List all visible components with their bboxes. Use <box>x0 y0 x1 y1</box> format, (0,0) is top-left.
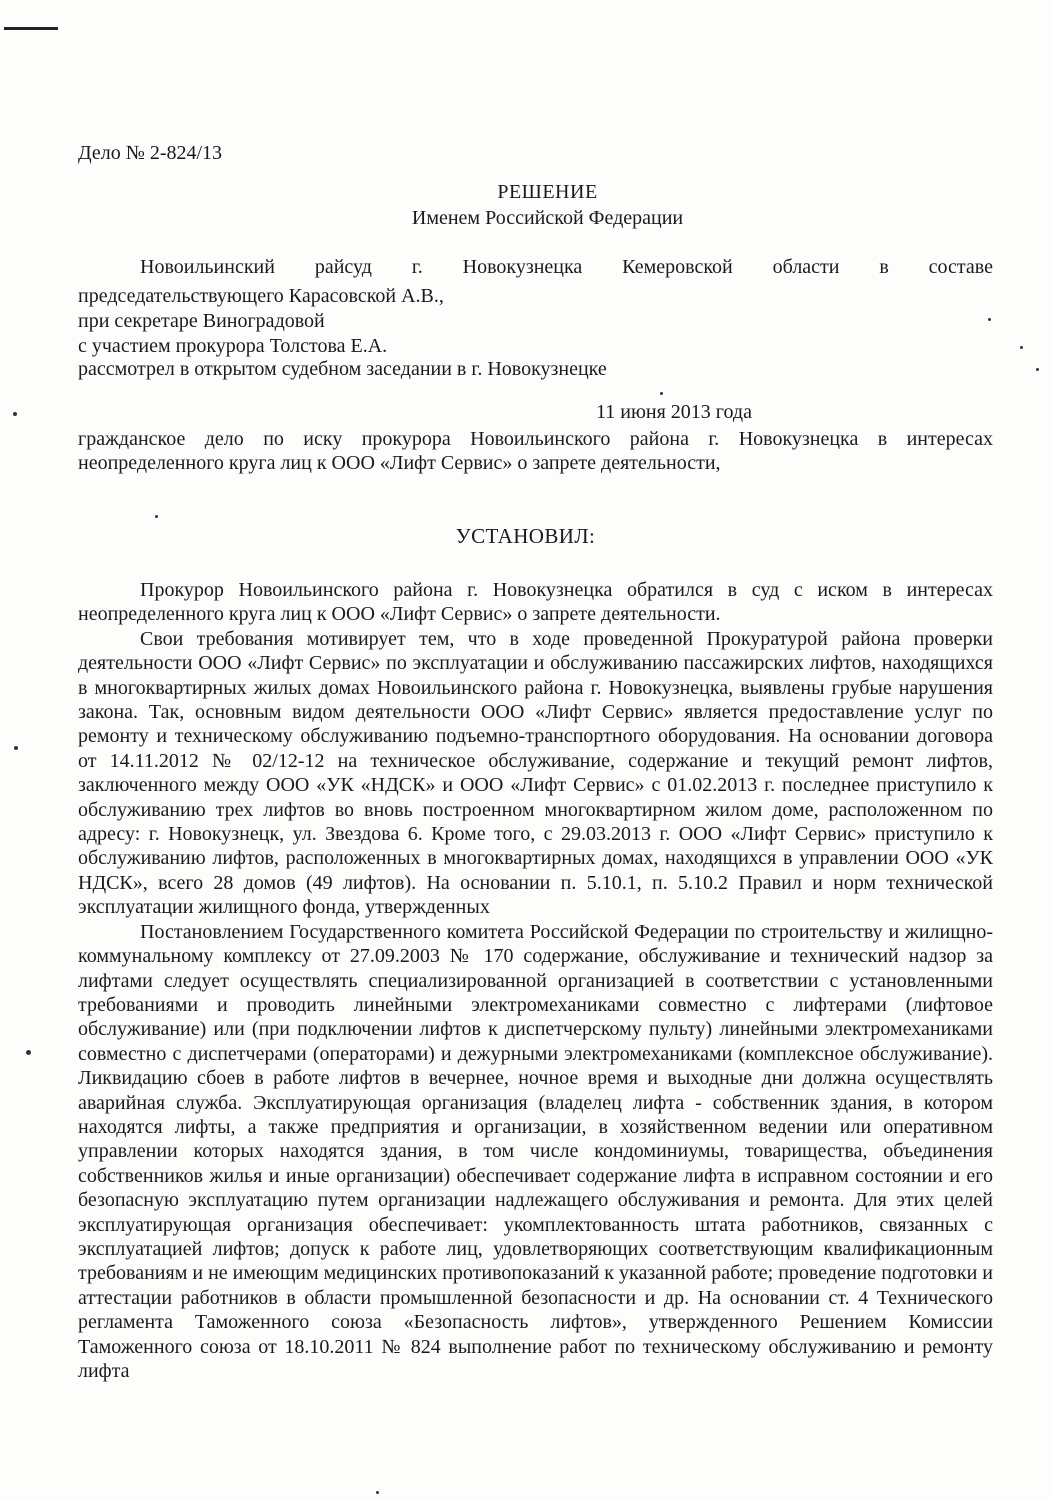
presiding-judge-line: председательствующего Карасовской А.В., <box>78 285 444 307</box>
section-heading: УСТАНОВИЛ: <box>455 524 596 548</box>
case-subject: гражданское дело по иску прокурора Новоильинского района г. Новокузнецка в интересах неопределенного круга лиц к ООО «Лифт Сервис» о запрете деятельности, <box>78 428 993 475</box>
paragraph: Прокурор Новоильинского района г. Новокузнецка обратился в суд с иском в интересах неопределенного круга лиц к ООО «Лифт Сервис» о запрете деятельности. <box>78 579 993 626</box>
paragraph: Постановлением Государственного комитета Российской Федерации по строительству и жилищно-коммунальному комплексу от 27.09.2003 № 170 содержание, обслуживание и технический надзор за лифтами следует осуществлять специализированной организацией в соответствии с установленными требованиями и проводить линейными электромеханиками совместно с лифтерами (лифтовое обслуживание) или (при подключении лифтов к диспетчерскому пульту) линейными электромеханиками совместно с диспетчерами (операторами) и дежурными электромеханиками (комплексное обслуживание). Ликвидацию сбоев в работе лифтов в вечернее, ночное время и выходные дни должна осуществлять аварийная служба. Эксплуатирующая организация (владелец лифта - собственник здания, в котором находятся лифты, а также предприятия и организации, в хозяйственном ведении или оперативном управлении которых находятся здания, в том числе кондоминиумы, товарищества, объединения собственников жилья и иные организации) обеспечивает содержание лифта в исправном состоянии и его безопасную эксплуатацию путем организации надлежащего обслуживания и ремонта. Для этих целей эксплуатирующая организация обеспечивает: укомплектованность штата работников, связанных с эксплуатацией лифтов; допуск к работе лиц, удовлетворяющих соответствующим квалификационным требованиям и не имеющим медицинских противопоказаний к указанной работе; проведение подготовки и аттестации работников в области промышленной безопасности и др. На основании ст. 4 Технического регламента Таможенного союза «Безопасность лифтов», утвержденного Решением Комиссии Таможенного союза от 18.10.2011 № 824 выполнение работ по техническому обслуживанию и ремонту лифта <box>78 920 993 1382</box>
scan-speck <box>14 746 18 750</box>
scan-speck <box>1020 346 1023 349</box>
scan-mark-top-left <box>4 27 58 30</box>
scan-speck <box>13 412 17 416</box>
document-title: РЕШЕНИЕ <box>497 181 598 203</box>
body-text <box>78 578 993 1383</box>
scan-speck <box>155 515 158 518</box>
paragraph: Свои требования мотивирует тем, что в ходе проведенной Прокуратурой района проверки деятельности ООО «Лифт Сервис» по эксплуатации и обслуживанию пассажирских лифтов, находящихся в многоквартирных жилых домах Новоильинского района г. Новокузнецка, выявлены грубые нарушения закона. Так, основным видом деятельности ООО «Лифт Сервис» является предоставление услуг по ремонту и техническому обслуживанию подъемно-транспортного оборудования. На основании договора от 14.11.2012 № 02/12-12 на техническое обслуживание, содержание и текущий ремонт лифтов, заключенного между ООО «УК «НДСК» и ООО «Лифт Сервис» с 01.02.2013 г. последнее приступило к обслуживанию трех лифтов во вновь построенном многоквартирном жилом доме, расположенном по адресу: г. Новокузнецк, ул. Звездова 6. Кроме того, с 29.03.2013 г. ООО «Лифт Сервис» приступило к обслуживанию лифтов, расположенных в многоквартирных домах, находящихся в управлении ООО «УК НДСК», всего 28 домов (49 лифтов). На основании п. 5.10.1, п. 5.10.2 Правил и норм технической эксплуатации жилищного фонда, утвержденных <box>78 627 993 919</box>
document-subtitle: Именем Российской Федерации <box>411 207 684 229</box>
decision-date: 11 июня 2013 года <box>596 401 752 423</box>
case-number: Дело № 2-824/13 <box>78 142 223 164</box>
scan-speck <box>376 1491 379 1494</box>
scan-speck <box>988 318 991 321</box>
secretary-line: при секретаре Виноградовой <box>78 310 325 332</box>
scan-speck <box>660 392 663 395</box>
session-line: рассмотрел в открытом судебном заседании в г. Новокузнецке <box>78 358 607 380</box>
scan-speck <box>1036 368 1039 371</box>
court-composition-line: Новоильинский райсуд г. Новокузнецка Кемеровской области в составе <box>140 256 993 278</box>
prosecutor-line: с участием прокурора Толстова Е.А. <box>78 335 388 357</box>
scan-speck <box>26 1050 31 1055</box>
